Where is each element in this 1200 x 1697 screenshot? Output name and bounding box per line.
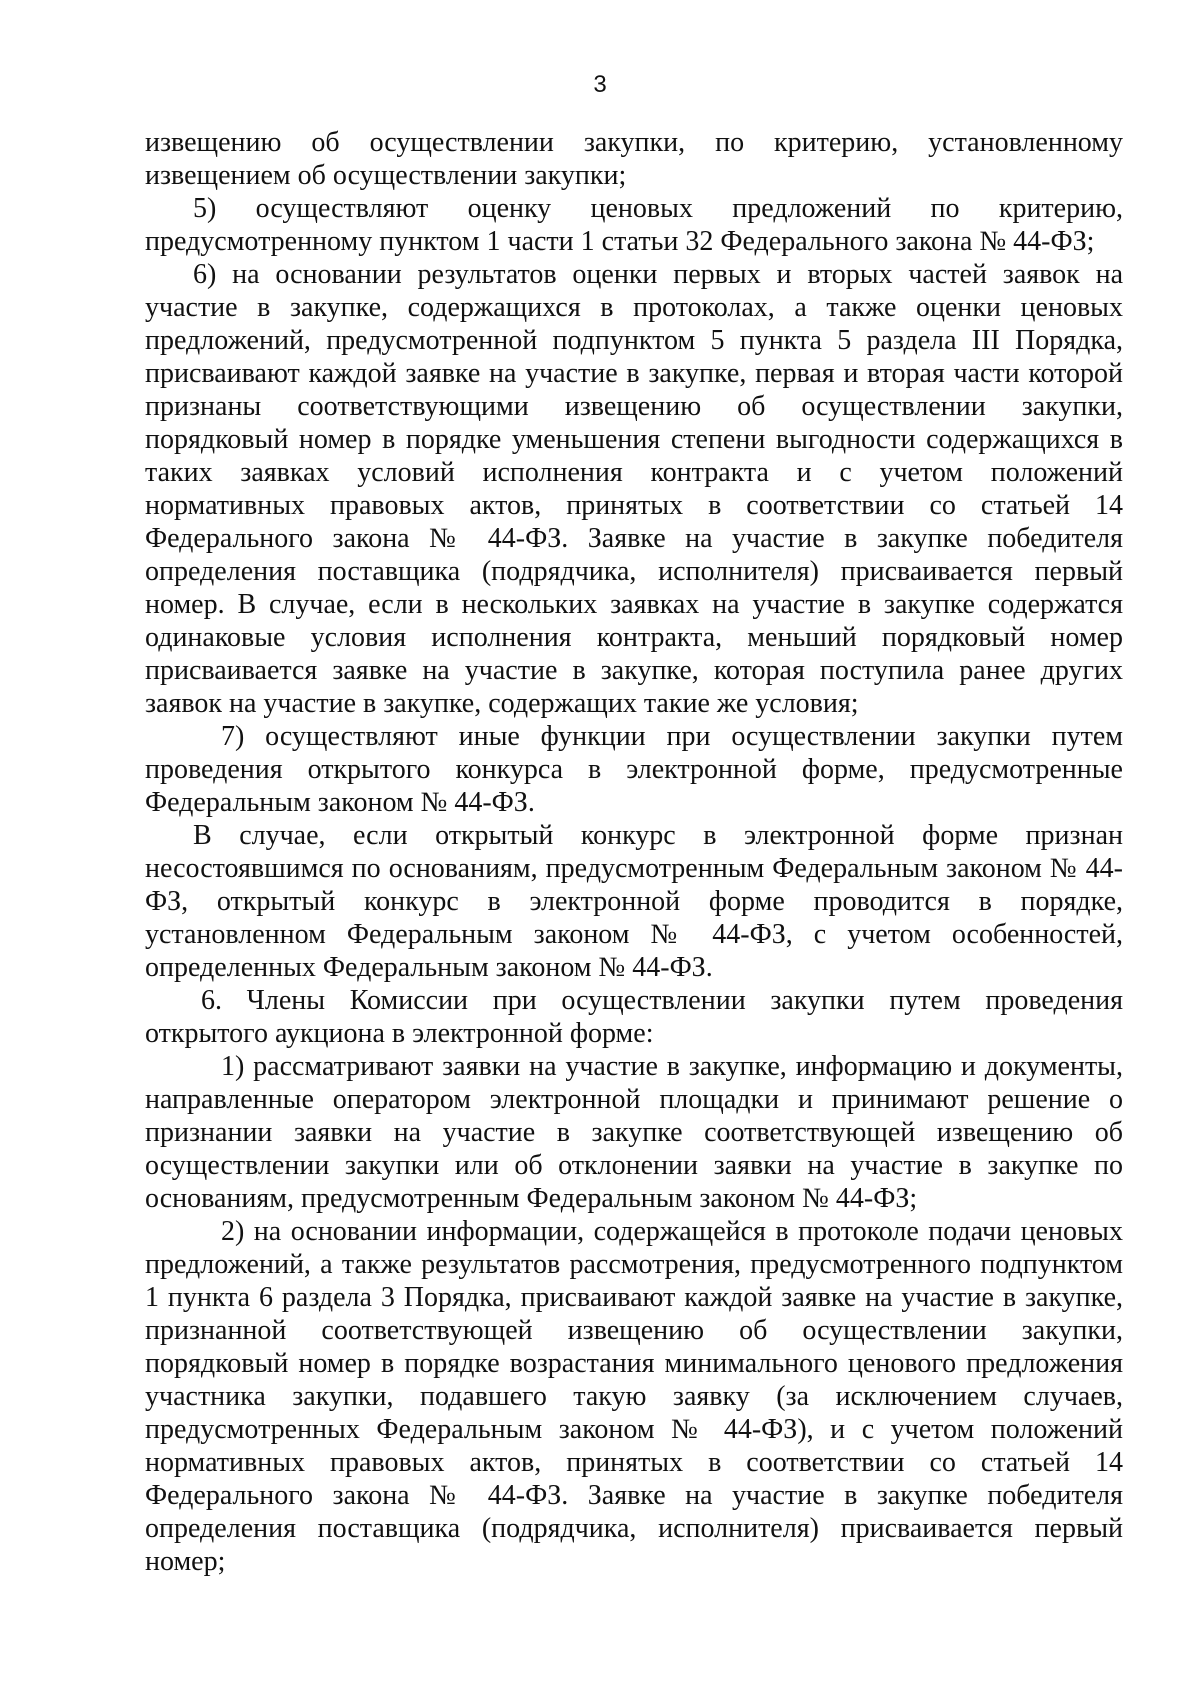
paragraph-item-6: 6) на основании результатов оценки первых и вторых частей заявок на участие в закупке, содержащихся в протоколах, а также оценки ценовых предложений, предусмотренной подпунктом 5 пункта 5 раздела III Порядка, присваивают каждой заявке на участие в закупке, первая и вторая части которой признаны соответствующими извещению об осуществлении закупки, порядковый номер в порядке уменьшения степени выгодности содержащихся в таких заявках условий исполнения контракта и с учетом положений нормативных правовых актов, принятых в соответствии со статьей 14 Федерального закона № 44-ФЗ. Заявке на участие в закупке победителя определения поставщика (подрядчика, исполнителя) присваивается первый номер. В случае, если в нескольких заявках на участие в закупке содержатся одинаковые условия исполнения контракта, меньший порядковый номер присваивается заявке на участие в закупке, которая поступила ранее других заявок на участие в закупке, содержащих такие же условия; xyxy=(145,259,1123,719)
paragraph-section-6-item-2: 2) на основании информации, содержащейся в протоколе подачи ценовых предложений, а также результатов рассмотрения, предусмотренного подпунктом 1 пункта 6 раздела 3 Порядка, присваивают каждой заявке на участие в закупке, признанной соответствующей извещению об осуществлении закупки, порядковый номер в порядке возрастания минимального ценового предложения участника закупки, подавшего такую заявку (за исключением случаев, предусмотренных Федеральным законом № 44-ФЗ), и с учетом положений нормативных правовых актов, принятых в соответствии со статьей 14 Федерального закона № 44-ФЗ. Заявке на участие в закупке победителя определения поставщика (подрядчика, исполнителя) присваивается первый номер; xyxy=(145,1216,1123,1577)
document-body xyxy=(145,126,1123,1578)
paragraph-item-7: 7) осуществляют иные функции при осуществлении закупки путем проведения открытого конкурса в электронной форме, предусмотренные Федеральным законом № 44-ФЗ. xyxy=(145,721,1123,818)
paragraph-continuation: извещению об осуществлении закупки, по критерию, установленному извещением об осуществлении закупки; xyxy=(145,127,1123,191)
paragraph-item-5: 5) осуществляют оценку ценовых предложений по критерию, предусмотренному пунктом 1 части 1 статьи 32 Федерального закона № 44-ФЗ; xyxy=(145,193,1123,257)
paragraph-section-6: 6. Члены Комиссии при осуществлении закупки путем проведения открытого аукциона в электронной форме: xyxy=(145,985,1123,1049)
page-number: 3 xyxy=(593,71,607,98)
paragraph-section-6-item-1: 1) рассматривают заявки на участие в закупке, информацию и документы, направленные оператором электронной площадки и принимают решение о признании заявки на участие в закупке соответствующей извещению об осуществлении закупки или об отклонении заявки на участие в закупке по основаниям, предусмотренным Федеральным законом № 44-ФЗ; xyxy=(145,1051,1123,1214)
paragraph-failed-tender: В случае, если открытый конкурс в электронной форме признан несостоявшимся по основаниям, предусмотренным Федеральным законом № 44- ФЗ, открытый конкурс в электронной форме проводится в порядке, установленном Федеральным законом № 44-ФЗ, с учетом особенностей, определенных Федеральным законом № 44-ФЗ. xyxy=(145,820,1123,983)
